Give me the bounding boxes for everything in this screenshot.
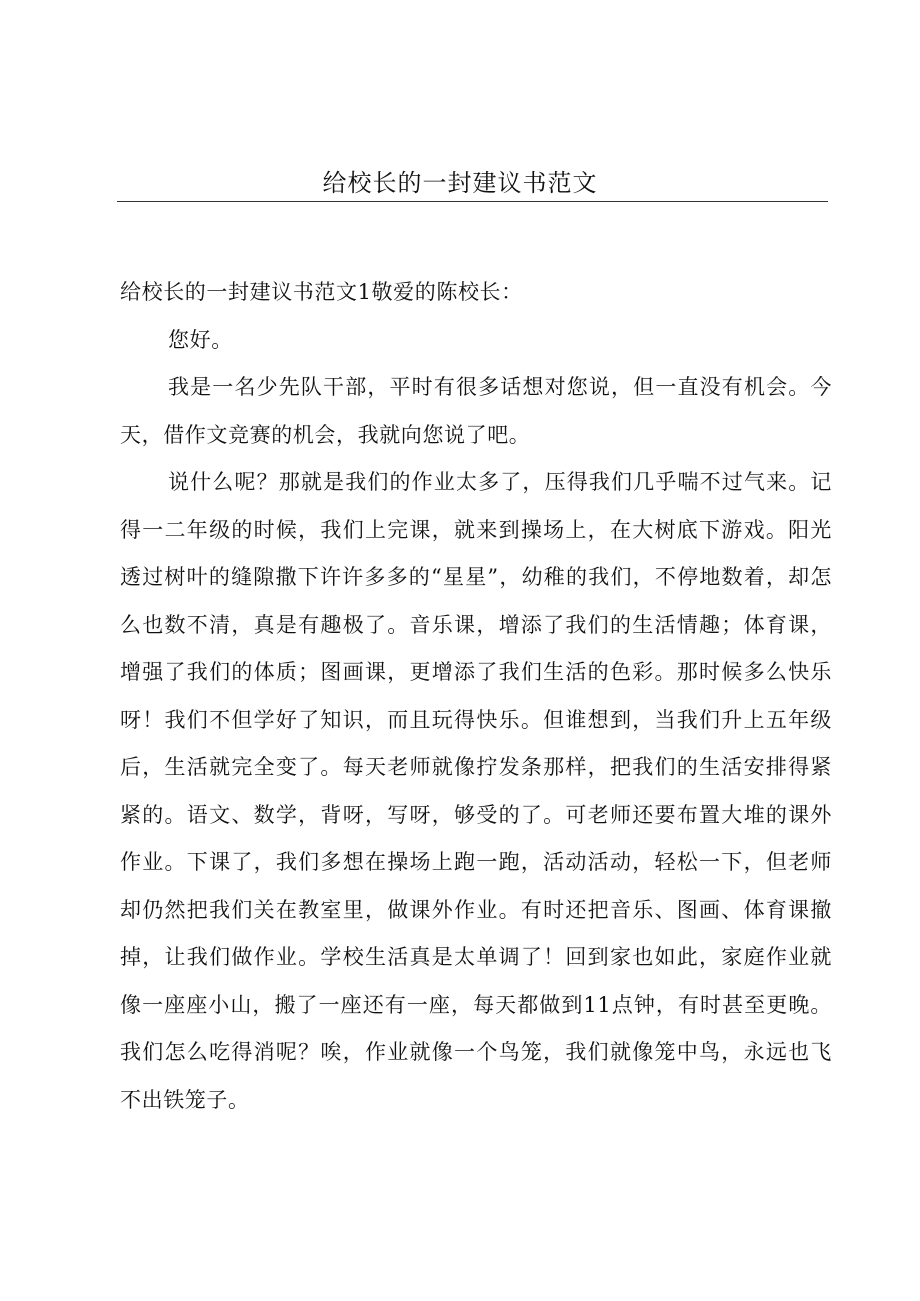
title-underline [117,201,828,202]
salutation-paragraph: 给校长的一封建议书范文1敬爱的陈校长： [120,280,523,304]
main-paragraph: 说什么呢？那就是我们的作业太多了，压得我们几乎喘不过气来。记得一二年级的时候，我们上完课，就来到操场上，在大树底下游戏。阳光透过树叶的缝隙撒下许许多多的“星星”，幼稚的我们，不停地数着，却怎么也数不清，真是有趣极了。音乐课，增添了我们的生活情趣；体育课，增强了我们的体质；图画课，更增添了我们生活的色彩。那时候多么快乐呀！我们不但学好了知识，而且玩得快乐。但谁想到，当我们升上五年级后，生活就完全变了。每天老师就像拧发条那样，把我们的生活安排得紧紧的。语文、数学，背呀，写呀，够受的了。可老师还要布置大堆的课外作业。下课了，我们多想在操场上跑一跑，活动活动，轻松一下，但老师却仍然把我们关在教室里，做课外作业。有时还把音乐、图画、体育课撤掉，让我们做作业。学校生活真是太单调了！回到家也如此，家庭作业就像一座座小山，搬了一座还有一座，每天都做到11点钟，有时甚至更晚。我们怎么吃得消呢？唉，作业就像一个鸟笼，我们就像笼中鸟，永远也飞不出铁笼子。 [120,470,832,1112]
greeting-paragraph: 您好。 [168,327,233,352]
document-body [120,269,832,1124]
document-title: 给校长的一封建议书范文 [322,169,598,197]
intro-paragraph: 我是一名少先队干部，平时有很多话想对您说，但一直没有机会。今天，借作文竞赛的机会，我就向您说了吧。 [120,375,832,447]
